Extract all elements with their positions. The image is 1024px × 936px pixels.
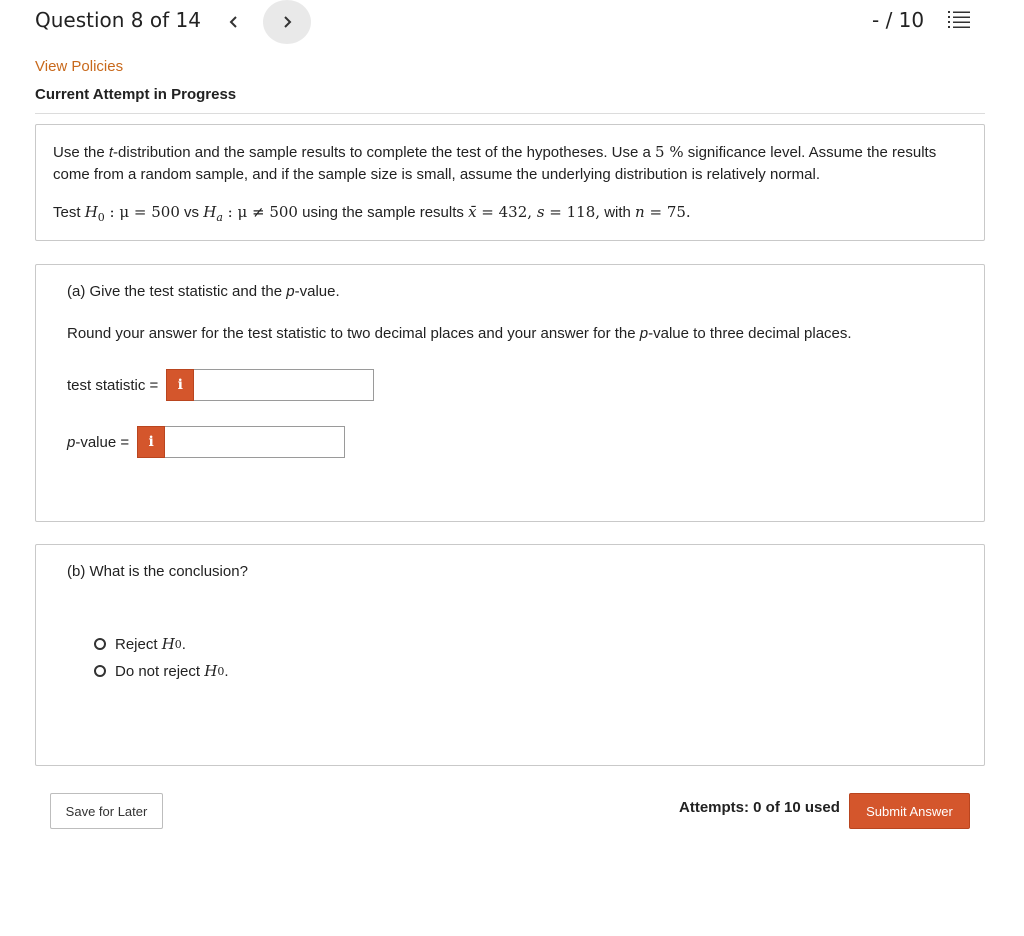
chevron-left-icon [227, 14, 241, 30]
attempt-status: Current Attempt in Progress [35, 86, 237, 103]
test-statistic-label: test statistic = [67, 376, 159, 394]
divider [35, 113, 985, 114]
part-a-card [35, 264, 985, 522]
chevron-right-icon [280, 14, 294, 30]
p-value-row [67, 426, 345, 458]
question-list-icon [948, 9, 972, 31]
top-bar [0, 0, 1024, 44]
option-reject-h0[interactable]: Reject H 0 . [94, 635, 186, 653]
question-card [35, 124, 985, 241]
question-title: Question 8 of 14 [35, 8, 201, 32]
view-policies-link[interactable]: View Policies [35, 58, 124, 75]
radio-button[interactable] [94, 638, 106, 650]
question-list-button[interactable] [948, 9, 972, 31]
p-value-label: p-value = [67, 433, 130, 451]
part-a-instructions: Round your answer for the test statistic to two decimal places and your answer for the p-value to three decimal places. [67, 325, 852, 342]
question-text: Use the t-distribution and the sample results to complete the test of the hypotheses. Use a 5 % significance level. Assume the results come from a random sample, and if the sample size is small, assume the underlying distribution is relatively normal. [53, 143, 937, 183]
test-statistic-row [67, 369, 374, 401]
next-question-button[interactable] [263, 0, 311, 44]
test-statistic-input[interactable] [194, 369, 374, 401]
attempts-counter: Attempts: 0 of 10 used [679, 799, 840, 816]
part-a-title: (a) Give the test statistic and the p-value. [67, 283, 340, 300]
info-icon[interactable]: i [166, 369, 194, 401]
p-value-input[interactable] [165, 426, 345, 458]
part-b-card [35, 544, 985, 766]
part-b-title: (b) What is the conclusion? [67, 563, 248, 580]
footer-bar [35, 768, 985, 846]
question-panel [35, 56, 985, 846]
submit-answer-button[interactable]: Submit Answer [849, 793, 970, 829]
significance-level: 5 % [655, 143, 684, 161]
option-do-not-reject-h0[interactable]: Do not reject H 0 . [94, 662, 228, 680]
score-display: - / 10 [872, 8, 925, 32]
hypotheses-text: Test $H_0$ : μ = 500 vs $H_a$ : μ ≠ 500 using the sample results x̄ = 432, s = 118, with n = 75. [53, 203, 691, 224]
radio-button[interactable] [94, 665, 106, 677]
save-for-later-button[interactable]: Save for Later [50, 793, 163, 829]
previous-question-button[interactable] [214, 2, 254, 42]
info-icon[interactable]: i [137, 426, 165, 458]
